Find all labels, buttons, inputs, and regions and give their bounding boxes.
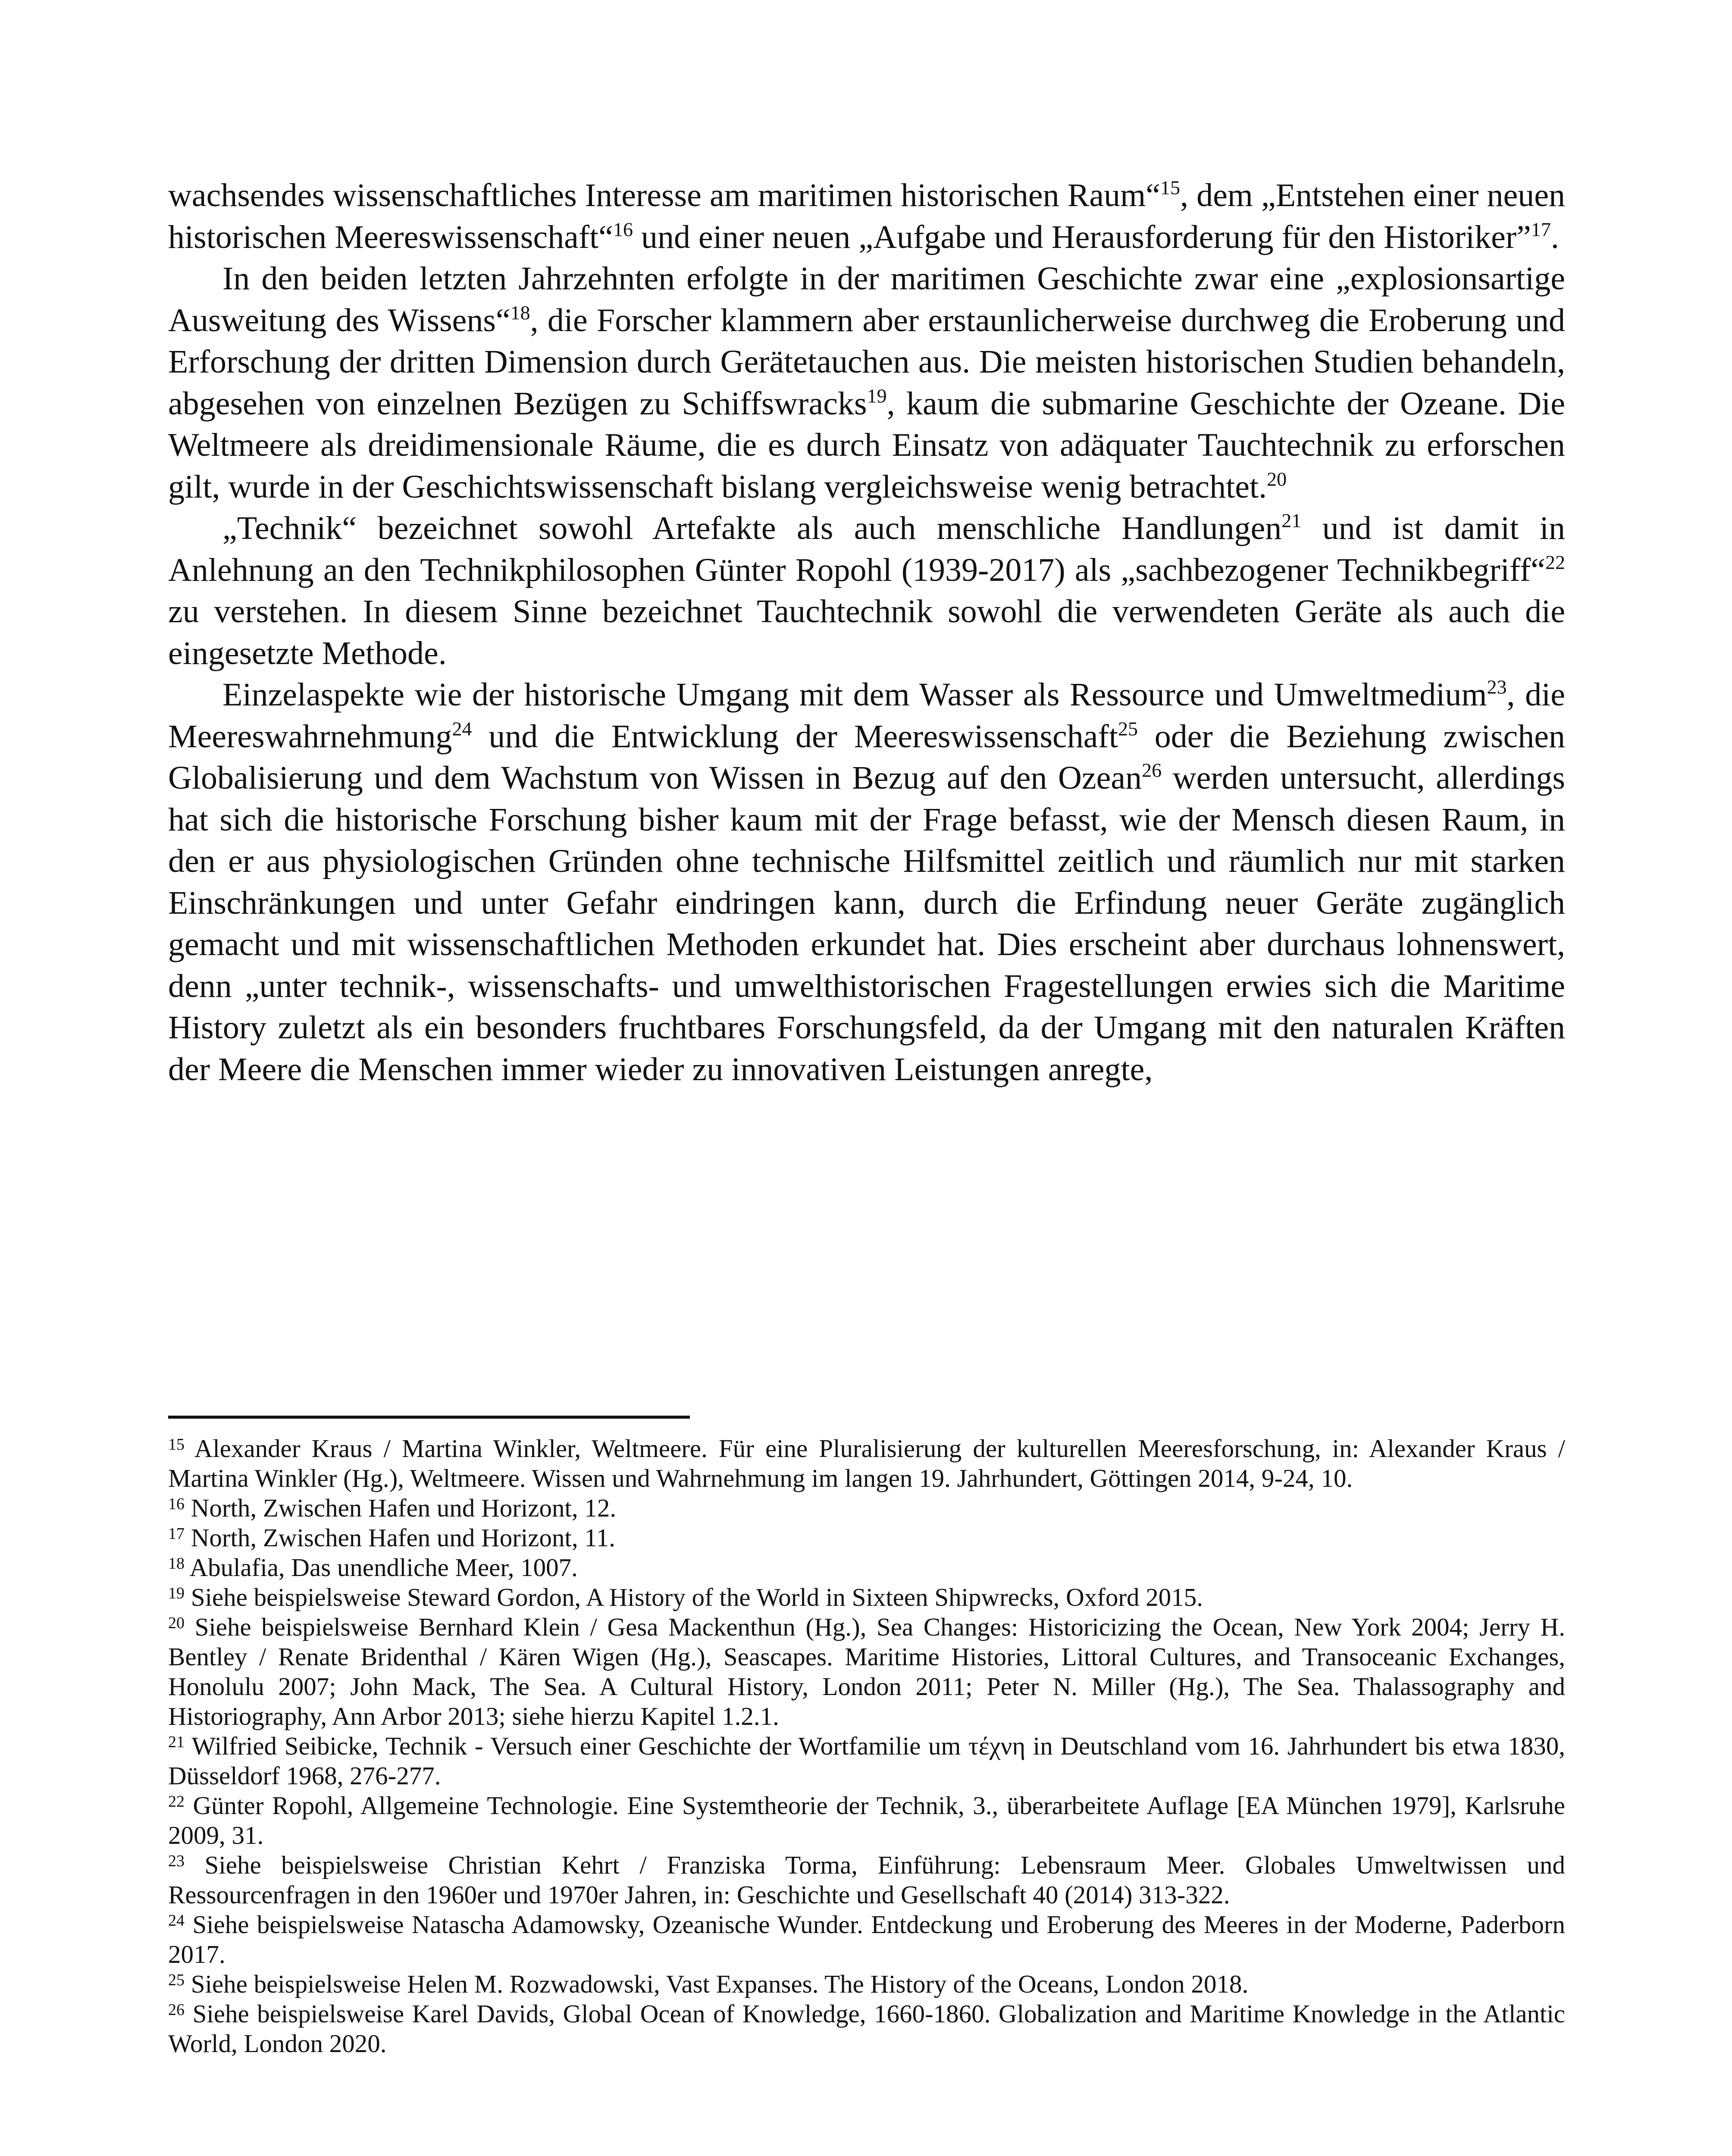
footnote-reference: 21	[1281, 509, 1302, 532]
footnote-number: 21	[168, 1733, 185, 1751]
paragraph-text: .	[1550, 219, 1559, 255]
footnote-15	[168, 1434, 1565, 1493]
paragraph-text: wachsendes wissenschaftliches Interesse am maritimen historischen Raum“	[168, 177, 1160, 213]
footnote-reference: 24	[452, 717, 472, 740]
paragraph-text: , die Forscher klammern aber erstaunlicherweise durchweg die Eroberung und Erforschung der dritten Dimension durch Gerätetauchen aus. Die meisten historischen Studien behandeln, abgesehen von einzelnen Bezügen zu Schiffswracks	[168, 302, 1565, 422]
paragraph-1	[168, 175, 1565, 258]
paragraph-text: und die Entwicklung der Meereswissenschaft	[472, 718, 1118, 755]
footnote-text: Siehe beispielsweise Karel Davids, Global Ocean of Knowledge, 1660-1860. Globalization and Maritime Knowledge in the Atlantic World, London 2020.	[168, 1999, 1565, 2058]
paragraph-2	[168, 258, 1565, 508]
footnote-21	[168, 1731, 1565, 1791]
paragraph-text: , kaum die submarine Geschichte der Ozeane. Die Weltmeere als dreidimensionale Räume, die es durch Einsatz von adäquater Tauchtechnik zu erforschen gilt, wurde in der Geschichtswissenschaft bislang vergleichsweise wenig betrachtet.	[168, 385, 1565, 505]
footnote-reference: 22	[1545, 551, 1565, 573]
footnote-number: 19	[168, 1584, 185, 1602]
paragraph-3	[168, 508, 1565, 674]
footnote-23	[168, 1850, 1565, 1910]
paragraph-text: und ist damit in Anlehnung an den Technikphilosophen Günter Ropohl (1939-2017) als „sachbezogener Technikbegriff“	[168, 510, 1565, 588]
footnote-reference: 19	[867, 384, 887, 407]
paragraph-4	[168, 674, 1565, 1090]
footnote-22	[168, 1791, 1565, 1850]
footnote-number: 15	[168, 1435, 185, 1454]
footnote-text: Siehe beispielsweise Bernhard Klein / Gesa Mackenthun (Hg.), Sea Changes: Historicizing the Ocean, New York 2004; Jerry H. Bentley / Renate Bridenthal / Kären Wigen (Hg.), Seascapes. Maritime Histories, Littoral Cultures, and Transoceanic Exchanges, Honolulu 2007; John Mack, The Sea. A Cultural History, London 2011; Peter N. Miller (Hg.), The Sea. Thalassography and Historiography, Ann Arbor 2013; siehe hierzu Kapitel 1.2.1.	[168, 1613, 1565, 1730]
footnote-text: Siehe beispielsweise Christian Kehrt / Franziska Torma, Einführung: Lebensraum Meer. Globales Umweltwissen und Ressourcenfragen in den 1960er und 1970er Jahren, in: Geschichte und Gesellschaft 40 (2014) 313-322.	[168, 1851, 1565, 1909]
footnote-number: 16	[168, 1495, 185, 1513]
footnote-reference: 25	[1118, 717, 1138, 740]
footnote-text: Siehe beispielsweise Steward Gordon, A History of the World in Sixteen Shipwrecks, Oxford 2015.	[185, 1583, 1203, 1611]
footnote-number: 25	[168, 1971, 185, 1989]
footnote-separator	[168, 1416, 690, 1419]
footnote-reference: 16	[613, 218, 633, 240]
footnote-reference: 20	[1267, 467, 1287, 490]
paragraph-text: und einer neuen „Aufgabe und Herausforderung für den Historiker”	[633, 219, 1531, 255]
footnote-17	[168, 1523, 1565, 1553]
footnote-text: Günter Ropohl, Allgemeine Technologie. Eine Systemtheorie der Technik, 3., überarbeitete Auflage [EA München 1979], Karlsruhe 2009, 31.	[168, 1791, 1565, 1849]
footnote-reference: 18	[510, 301, 530, 323]
footnote-number: 18	[168, 1554, 185, 1573]
footnote-25	[168, 1969, 1565, 1999]
paragraph-text: Einzelaspekte wie der historische Umgang mit dem Wasser als Ressource und Umweltmedium	[222, 677, 1487, 713]
footnote-text: Abulafia, Das unendliche Meer, 1007.	[185, 1553, 578, 1582]
paragraph-text: „Technik“ bezeichnet sowohl Artefakte als auch menschliche Handlungen	[222, 510, 1282, 546]
footnote-text: North, Zwischen Hafen und Horizont, 12.	[185, 1494, 617, 1522]
paragraph-text: werden untersucht, allerdings hat sich die historische Forschung bisher kaum mit der Frage befasst, wie der Mensch diesen Raum, in den er aus physiologischen Gründen ohne technische Hilfsmittel zeitlich und räumlich nur mit starken Einschränkungen und unter Gefahr eindringen kann, durch die Erfindung neuer Geräte zugänglich gemacht und mit wissenschaftlichen Methoden erkundet hat. Dies erscheint aber durchaus lohnenswert, denn „unter technik-, wissenschafts- und umwelthistorischen Fragestellungen erwies sich die Maritime History zuletzt als ein besonders fruchtbares Forschungsfeld, da der Umgang mit den naturalen Kräften der Meere die Menschen immer wieder zu innovativen Leistungen anregte,	[168, 760, 1565, 1087]
footnote-number: 20	[168, 1614, 185, 1632]
paragraph-text: , dem „Entstehen einer neuen historischen Meereswissenschaft“	[168, 177, 1565, 255]
footnote-24	[168, 1910, 1565, 1969]
footnote-reference: 26	[1142, 759, 1162, 781]
footnote-text: Wilfried Seibicke, Technik - Versuch einer Geschichte der Wortfamilie um τέχνη in Deutschland vom 16. Jahrhundert bis etwa 1830, Düsseldorf 1968, 276-277.	[168, 1732, 1565, 1790]
footnote-16	[168, 1493, 1565, 1523]
footnote-text: North, Zwischen Hafen und Horizont, 11.	[185, 1523, 615, 1552]
paragraph-text: oder die Beziehung zwischen Globalisierung und dem Wachstum von Wissen in Bezug auf den Ozean	[168, 718, 1565, 796]
footnote-number: 22	[168, 1792, 185, 1811]
paragraph-text: In den beiden letzten Jahrzehnten erfolgte in der maritimen Geschichte zwar eine „explosionsartige Ausweitung des Wissens“	[168, 260, 1565, 338]
footnote-18	[168, 1553, 1565, 1583]
footnote-reference: 23	[1487, 676, 1507, 698]
footnotes	[168, 1434, 1565, 2059]
footnote-number: 23	[168, 1852, 185, 1870]
paragraph-text: , die Meereswahrnehmung	[168, 677, 1565, 755]
footnote-number: 26	[168, 2000, 185, 2019]
main-text	[168, 175, 1565, 1090]
footnote-20	[168, 1612, 1565, 1731]
footnote-number: 24	[168, 1911, 185, 1930]
footnote-text: Siehe beispielsweise Natascha Adamowsky, Ozeanische Wunder. Entdeckung und Eroberung des Meeres in der Moderne, Paderborn 2017.	[168, 1910, 1565, 1968]
footnote-reference: 17	[1531, 218, 1551, 240]
footnote-number: 17	[168, 1524, 185, 1543]
footnote-text: Siehe beispielsweise Helen M. Rozwadowski, Vast Expanses. The History of the Oceans, London 2018.	[185, 1970, 1249, 1998]
footnote-text: Alexander Kraus / Martina Winkler, Weltmeere. Für eine Pluralisierung der kulturellen Meeresforschung, in: Alexander Kraus / Martina Winkler (Hg.), Weltmeere. Wissen und Wahrnehmung im langen 19. Jahrhundert, Göttingen 2014, 9-24, 10.	[168, 1434, 1565, 1492]
footnote-26	[168, 1999, 1565, 2059]
footnote-reference: 15	[1160, 176, 1180, 199]
paragraph-text: zu verstehen. In diesem Sinne bezeichnet Tauchtechnik sowohl die verwendeten Geräte als auch die eingesetzte Methode.	[168, 593, 1565, 671]
footnote-19	[168, 1583, 1565, 1612]
